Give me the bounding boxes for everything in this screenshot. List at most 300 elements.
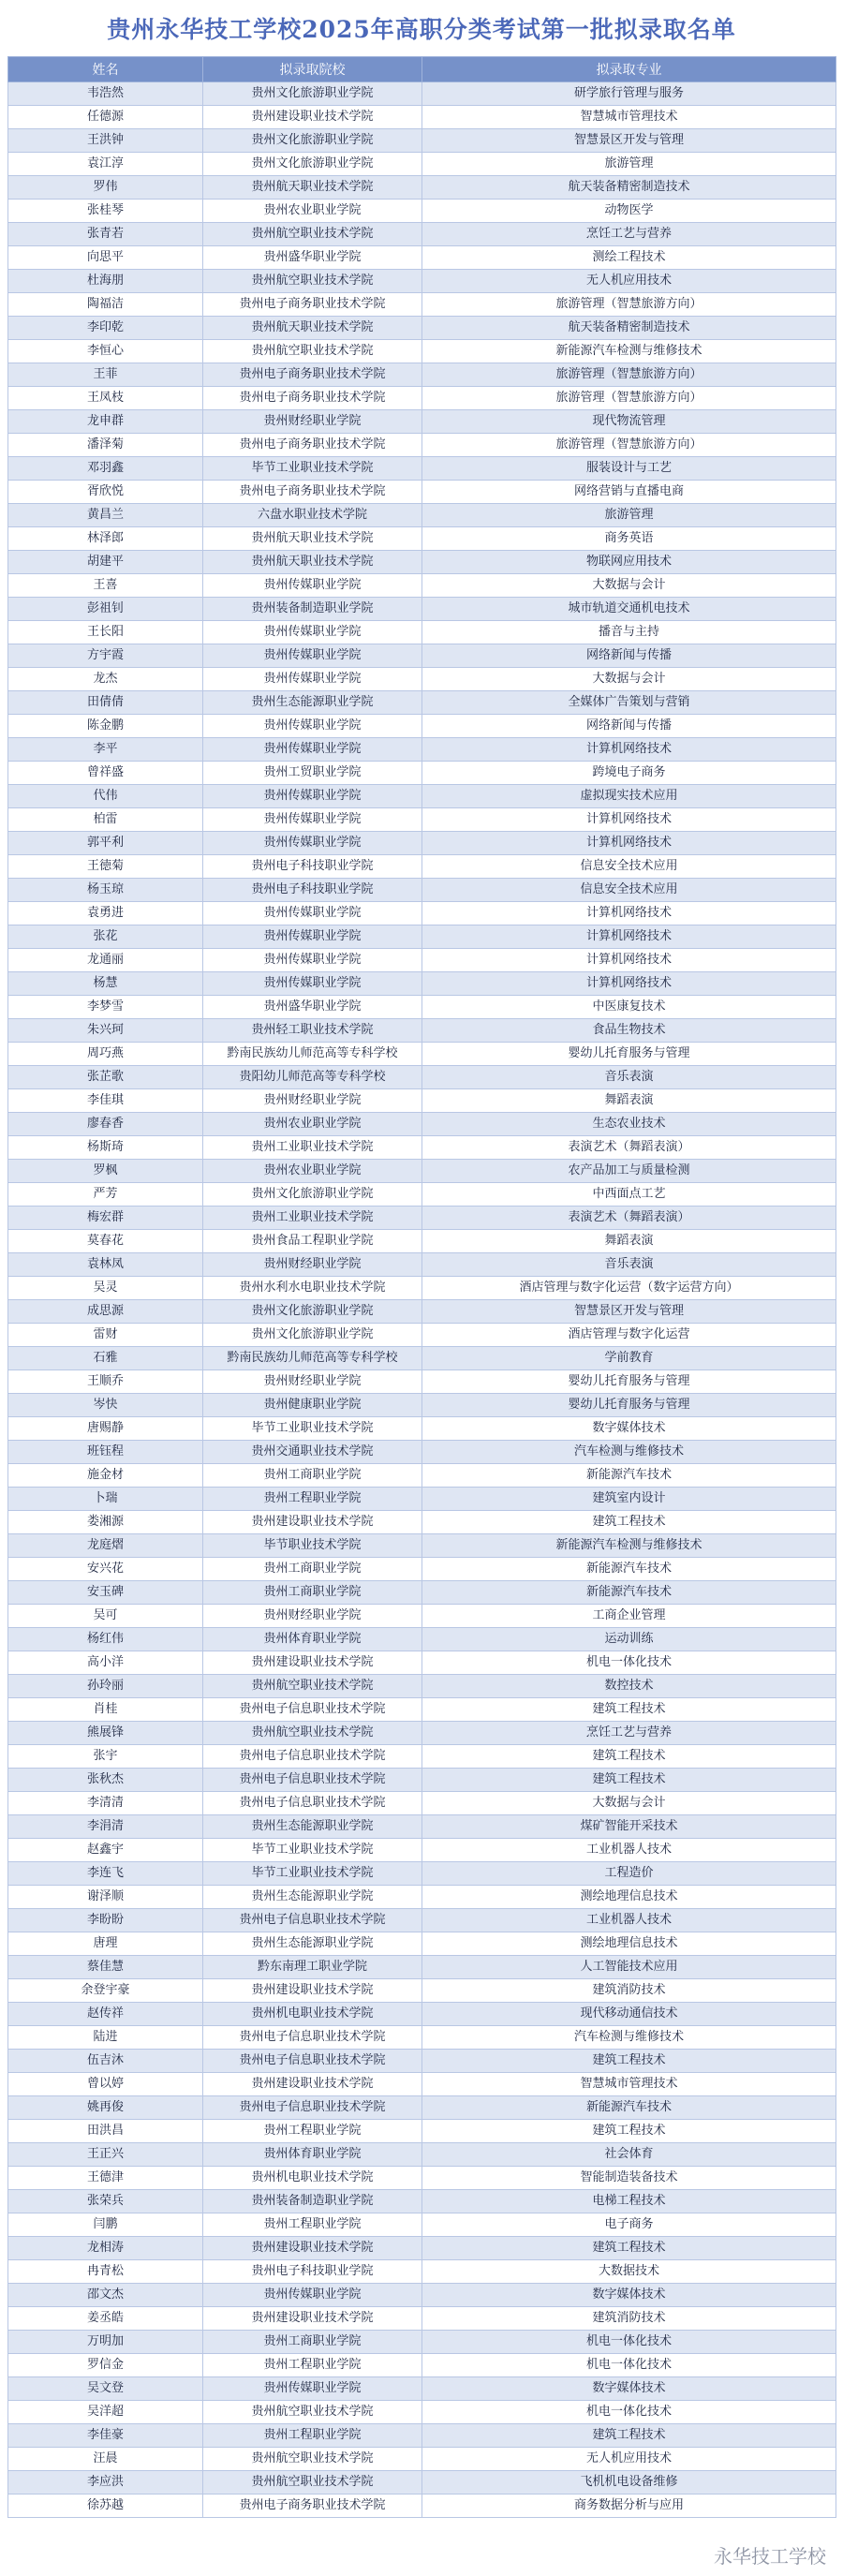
cell-college: 贵州电子商务职业技术学院 (203, 387, 422, 410)
cell-major: 无人机应用技术 (422, 2448, 836, 2471)
table-row (8, 2424, 836, 2448)
cell-college: 贵州文化旅游职业学院 (203, 153, 422, 176)
cell-college: 六盘水职业技术学院 (203, 504, 422, 527)
cell-student-name: 李应洪 (8, 2471, 203, 2495)
cell-college: 贵州电子商务职业技术学院 (203, 363, 422, 387)
cell-major: 汽车检测与维修技术 (422, 2026, 836, 2050)
cell-major: 智能制造装备技术 (422, 2167, 836, 2190)
cell-college: 贵州建设职业技术学院 (203, 1651, 422, 1675)
table-row (8, 785, 836, 808)
cell-college: 贵州电子信息职业技术学院 (203, 1909, 422, 1932)
cell-student-name: 成思源 (8, 1300, 203, 1324)
table-row (8, 621, 836, 644)
cell-major: 计算机网络技术 (422, 949, 836, 972)
cell-student-name: 伍吉沐 (8, 2050, 203, 2073)
cell-student-name: 卜瑞 (8, 1488, 203, 1511)
cell-major: 新能源汽车技术 (422, 1464, 836, 1488)
table-row (8, 2237, 836, 2260)
cell-major: 网络营销与直播电商 (422, 481, 836, 504)
cell-student-name: 高小洋 (8, 1651, 203, 1675)
table-row (8, 551, 836, 574)
cell-student-name: 李梦雪 (8, 996, 203, 1019)
table-row (8, 2307, 836, 2331)
table-row (8, 1417, 836, 1441)
cell-major: 建筑室内设计 (422, 1488, 836, 1511)
cell-major: 城市轨道交通机电技术 (422, 598, 836, 621)
cell-college: 贵州健康职业学院 (203, 1394, 422, 1417)
cell-student-name: 闫鹏 (8, 2213, 203, 2237)
cell-major: 信息安全技术应用 (422, 855, 836, 879)
table-row (8, 574, 836, 598)
table-row (8, 1277, 836, 1300)
cell-student-name: 李印乾 (8, 317, 203, 340)
cell-student-name: 朱兴珂 (8, 1019, 203, 1043)
cell-major: 旅游管理（智慧旅游方向） (422, 434, 836, 457)
table-row (8, 1605, 836, 1628)
cell-student-name: 王徳菊 (8, 855, 203, 879)
table-row (8, 1534, 836, 1558)
cell-student-name: 李连飞 (8, 1862, 203, 1886)
cell-student-name: 潘泽菊 (8, 434, 203, 457)
cell-student-name: 施金材 (8, 1464, 203, 1488)
cell-college: 贵州航空职业技术学院 (203, 2401, 422, 2424)
table-row (8, 2495, 836, 2518)
cell-college: 贵州航空职业技术学院 (203, 340, 422, 363)
table-row (8, 2471, 836, 2495)
cell-college: 黔南民族幼儿师范高等专科学校 (203, 1043, 422, 1066)
cell-major: 农产品加工与质量检测 (422, 1160, 836, 1183)
cell-student-name: 陶福洁 (8, 293, 203, 317)
table-row (8, 481, 836, 504)
cell-major: 建筑消防技术 (422, 1979, 836, 2003)
table-row (8, 2003, 836, 2026)
cell-student-name: 龙申群 (8, 410, 203, 434)
table-row (8, 504, 836, 527)
cell-college: 贵州农业职业学院 (203, 200, 422, 223)
table-row (8, 2050, 836, 2073)
cell-major: 计算机网络技术 (422, 902, 836, 925)
cell-major: 建筑消防技术 (422, 2307, 836, 2331)
table-row (8, 1651, 836, 1675)
admission-table (7, 56, 836, 2518)
cell-major: 音乐表演 (422, 1253, 836, 1277)
table-row (8, 1324, 836, 1347)
table-row (8, 1441, 836, 1464)
table-row (8, 2213, 836, 2237)
cell-major: 测绘地理信息技术 (422, 1886, 836, 1909)
cell-student-name: 万明加 (8, 2331, 203, 2354)
cell-major: 表演艺术（舞蹈表演） (422, 1207, 836, 1230)
table-row (8, 1886, 836, 1909)
table-row (8, 1698, 836, 1722)
table-row (8, 1745, 836, 1769)
header-college: 拟录取院校 (203, 57, 422, 82)
cell-major: 新能源汽车技术 (422, 1581, 836, 1605)
cell-student-name: 张青若 (8, 223, 203, 246)
cell-college: 贵州装备制造职业学院 (203, 2190, 422, 2213)
cell-college: 贵州航空职业技术学院 (203, 2448, 422, 2471)
table-row (8, 832, 836, 855)
cell-college: 贵州传媒职业学院 (203, 902, 422, 925)
cell-student-name: 王正兴 (8, 2143, 203, 2167)
cell-college: 贵州工贸职业学院 (203, 762, 422, 785)
table-row (8, 293, 836, 317)
cell-major: 婴幼儿托育服务与管理 (422, 1043, 836, 1066)
cell-college: 贵州传媒职业学院 (203, 2377, 422, 2401)
cell-college: 贵州工业职业技术学院 (203, 1207, 422, 1230)
table-row (8, 668, 836, 691)
cell-student-name: 莫春花 (8, 1230, 203, 1253)
cell-student-name: 黄昌兰 (8, 504, 203, 527)
cell-major: 动物医学 (422, 200, 836, 223)
cell-college: 贵州传媒职业学院 (203, 972, 422, 996)
cell-student-name: 杨慧 (8, 972, 203, 996)
table-row (8, 2167, 836, 2190)
cell-major: 数控技术 (422, 1675, 836, 1698)
table-row (8, 808, 836, 832)
cell-student-name: 龙庭熠 (8, 1534, 203, 1558)
cell-college: 贵州电子科技职业学院 (203, 879, 422, 902)
table-row (8, 1089, 836, 1113)
cell-major: 商务英语 (422, 527, 836, 551)
cell-student-name: 任德源 (8, 106, 203, 129)
table-row (8, 106, 836, 129)
table-row (8, 715, 836, 738)
cell-college: 贵州建设职业技术学院 (203, 2307, 422, 2331)
table-row (8, 2448, 836, 2471)
cell-major: 运动训练 (422, 1628, 836, 1651)
cell-college: 贵州传媒职业学院 (203, 668, 422, 691)
table-row (8, 2260, 836, 2284)
cell-college: 贵州传媒职业学院 (203, 832, 422, 855)
cell-major: 智慧城市管理技术 (422, 2073, 836, 2096)
table-row (8, 340, 836, 363)
cell-major: 测绘地理信息技术 (422, 1932, 836, 1956)
cell-student-name: 柏雷 (8, 808, 203, 832)
cell-student-name: 安玉碑 (8, 1581, 203, 1605)
cell-college: 贵州传媒职业学院 (203, 808, 422, 832)
cell-major: 播音与主持 (422, 621, 836, 644)
cell-student-name: 陆进 (8, 2026, 203, 2050)
cell-student-name: 邓羽鑫 (8, 457, 203, 481)
cell-college: 贵州工业职业技术学院 (203, 1136, 422, 1160)
cell-major: 智慧城市管理技术 (422, 106, 836, 129)
cell-student-name: 张桂琴 (8, 200, 203, 223)
cell-student-name: 王洪钟 (8, 129, 203, 153)
cell-major: 智慧景区开发与管理 (422, 1300, 836, 1324)
cell-major: 学前教育 (422, 1347, 836, 1370)
cell-student-name: 罗信金 (8, 2354, 203, 2377)
cell-major: 旅游管理（智慧旅游方向） (422, 387, 836, 410)
cell-major: 建筑工程技术 (422, 2050, 836, 2073)
table-row (8, 2143, 836, 2167)
cell-major: 建筑工程技术 (422, 1511, 836, 1534)
cell-major: 旅游管理（智慧旅游方向） (422, 363, 836, 387)
table-row (8, 598, 836, 621)
cell-college: 贵州电子商务职业技术学院 (203, 293, 422, 317)
cell-college: 毕节工业职业技术学院 (203, 1417, 422, 1441)
cell-major: 商务数据分析与应用 (422, 2495, 836, 2518)
cell-student-name: 龙杰 (8, 668, 203, 691)
cell-college: 贵州财经职业学院 (203, 1089, 422, 1113)
cell-college: 贵州传媒职业学院 (203, 738, 422, 762)
table-row (8, 1792, 836, 1815)
cell-major: 中医康复技术 (422, 996, 836, 1019)
cell-college: 贵州机电职业技术学院 (203, 2167, 422, 2190)
table-row (8, 1347, 836, 1370)
header-name: 姓名 (8, 57, 203, 82)
cell-major: 测绘工程技术 (422, 246, 836, 270)
cell-student-name: 郭平利 (8, 832, 203, 855)
cell-college: 贵州航空职业技术学院 (203, 223, 422, 246)
cell-major: 中西面点工艺 (422, 1183, 836, 1207)
table-row (8, 1230, 836, 1253)
cell-college: 贵州财经职业学院 (203, 1605, 422, 1628)
cell-student-name: 张花 (8, 925, 203, 949)
cell-college: 贵州文化旅游职业学院 (203, 82, 422, 106)
table-row (8, 1979, 836, 2003)
cell-student-name: 吴可 (8, 1605, 203, 1628)
cell-major: 大数据与会计 (422, 574, 836, 598)
cell-major: 建筑工程技术 (422, 1698, 836, 1722)
cell-student-name: 张芷歌 (8, 1066, 203, 1089)
table-row (8, 129, 836, 153)
cell-student-name: 吴灵 (8, 1277, 203, 1300)
cell-student-name: 李恒心 (8, 340, 203, 363)
cell-college: 贵州财经职业学院 (203, 1370, 422, 1394)
cell-student-name: 曾祥盛 (8, 762, 203, 785)
table-row (8, 1160, 836, 1183)
cell-major: 计算机网络技术 (422, 925, 836, 949)
table-row (8, 270, 836, 293)
cell-college: 黔东南理工职业学院 (203, 1956, 422, 1979)
table-row (8, 82, 836, 106)
cell-student-name: 张宇 (8, 1745, 203, 1769)
cell-student-name: 王德津 (8, 2167, 203, 2190)
cell-major: 网络新闻与传播 (422, 715, 836, 738)
cell-student-name: 汪晨 (8, 2448, 203, 2471)
cell-major: 电子商务 (422, 2213, 836, 2237)
cell-college: 贵州电子商务职业技术学院 (203, 434, 422, 457)
cell-student-name: 余登宇豪 (8, 1979, 203, 2003)
cell-college: 贵州农业职业学院 (203, 1113, 422, 1136)
table-row (8, 1253, 836, 1277)
cell-major: 酒店管理与数字化运营 (422, 1324, 836, 1347)
table-row (8, 1207, 836, 1230)
cell-major: 大数据与会计 (422, 1792, 836, 1815)
cell-student-name: 李佳琪 (8, 1089, 203, 1113)
cell-major: 旅游管理（智慧旅游方向） (422, 293, 836, 317)
table-row (8, 434, 836, 457)
cell-college: 毕节工业职业技术学院 (203, 1839, 422, 1862)
table-row (8, 762, 836, 785)
cell-major: 机电一体化技术 (422, 1651, 836, 1675)
cell-major: 人工智能技术应用 (422, 1956, 836, 1979)
cell-major: 服装设计与工艺 (422, 457, 836, 481)
table-row (8, 2284, 836, 2307)
cell-student-name: 杜海朋 (8, 270, 203, 293)
cell-college: 贵州生态能源职业学院 (203, 1932, 422, 1956)
cell-major: 计算机网络技术 (422, 808, 836, 832)
cell-student-name: 李盼盼 (8, 1909, 203, 1932)
cell-major: 信息安全技术应用 (422, 879, 836, 902)
cell-student-name: 孙玲丽 (8, 1675, 203, 1698)
table-row (8, 1722, 836, 1745)
table-row (8, 1300, 836, 1324)
cell-major: 工程造价 (422, 1862, 836, 1886)
cell-student-name: 唐理 (8, 1932, 203, 1956)
cell-student-name: 杨玉琼 (8, 879, 203, 902)
cell-major: 虚拟现实技术应用 (422, 785, 836, 808)
watermark-text: 永华技工学校 (710, 2541, 830, 2569)
cell-major: 婴幼儿托育服务与管理 (422, 1370, 836, 1394)
cell-major: 生态农业技术 (422, 1113, 836, 1136)
cell-major: 航天装备精密制造技术 (422, 317, 836, 340)
cell-college: 贵州航天职业技术学院 (203, 551, 422, 574)
cell-major: 表演艺术（舞蹈表演） (422, 1136, 836, 1160)
table-row (8, 527, 836, 551)
cell-college: 贵州传媒职业学院 (203, 925, 422, 949)
table-row (8, 996, 836, 1019)
cell-major: 社会体育 (422, 2143, 836, 2167)
cell-college: 贵州建设职业技术学院 (203, 2073, 422, 2096)
table-row (8, 855, 836, 879)
cell-student-name: 谢泽顺 (8, 1886, 203, 1909)
cell-major: 工商企业管理 (422, 1605, 836, 1628)
cell-student-name: 徐苏越 (8, 2495, 203, 2518)
cell-student-name: 彭祖钊 (8, 598, 203, 621)
table-row (8, 1909, 836, 1932)
cell-major: 电梯工程技术 (422, 2190, 836, 2213)
cell-student-name: 龙通丽 (8, 949, 203, 972)
cell-student-name: 田洪昌 (8, 2120, 203, 2143)
cell-major: 研学旅行管理与服务 (422, 82, 836, 106)
cell-major: 新能源汽车检测与维修技术 (422, 340, 836, 363)
table-row (8, 2401, 836, 2424)
cell-major: 新能源汽车技术 (422, 2096, 836, 2120)
cell-student-name: 杨红伟 (8, 1628, 203, 1651)
cell-student-name: 岑快 (8, 1394, 203, 1417)
table-row (8, 457, 836, 481)
cell-major: 煤矿智能开采技术 (422, 1815, 836, 1839)
cell-student-name: 赵传祥 (8, 2003, 203, 2026)
cell-student-name: 石雅 (8, 1347, 203, 1370)
cell-college: 贵州航空职业技术学院 (203, 2471, 422, 2495)
cell-major: 网络新闻与传播 (422, 644, 836, 668)
table-row (8, 363, 836, 387)
cell-college: 贵州工商职业学院 (203, 2331, 422, 2354)
cell-college: 贵州电子信息职业技术学院 (203, 2050, 422, 2073)
cell-student-name: 曾以婷 (8, 2073, 203, 2096)
cell-college: 贵州电子科技职业学院 (203, 855, 422, 879)
cell-student-name: 代伟 (8, 785, 203, 808)
cell-student-name: 方宇霞 (8, 644, 203, 668)
cell-student-name: 田倩倩 (8, 691, 203, 715)
table-row (8, 1019, 836, 1043)
cell-major: 现代移动通信技术 (422, 2003, 836, 2026)
table-row (8, 153, 836, 176)
cell-college: 贵州财经职业学院 (203, 410, 422, 434)
cell-college: 贵州机电职业技术学院 (203, 2003, 422, 2026)
cell-student-name: 娄湘源 (8, 1511, 203, 1534)
cell-major: 工业机器人技术 (422, 1839, 836, 1862)
cell-student-name: 李佳豪 (8, 2424, 203, 2448)
cell-college: 贵州传媒职业学院 (203, 621, 422, 644)
cell-student-name: 袁江淳 (8, 153, 203, 176)
table-row (8, 200, 836, 223)
cell-student-name: 向思平 (8, 246, 203, 270)
cell-college: 贵州生态能源职业学院 (203, 1815, 422, 1839)
cell-major: 舞蹈表演 (422, 1089, 836, 1113)
cell-college: 贵州建设职业技术学院 (203, 1979, 422, 2003)
cell-major: 烹饪工艺与营养 (422, 1722, 836, 1745)
cell-student-name: 王菲 (8, 363, 203, 387)
cell-major: 数字媒体技术 (422, 1417, 836, 1441)
cell-major: 大数据与会计 (422, 668, 836, 691)
table-row (8, 387, 836, 410)
cell-major: 建筑工程技术 (422, 2424, 836, 2448)
table-row (8, 1956, 836, 1979)
cell-major: 计算机网络技术 (422, 738, 836, 762)
cell-college: 贵州文化旅游职业学院 (203, 1324, 422, 1347)
cell-student-name: 熊展锋 (8, 1722, 203, 1745)
cell-major: 酒店管理与数字化运营（数字运营方向） (422, 1277, 836, 1300)
cell-college: 贵州交通职业技术学院 (203, 1441, 422, 1464)
cell-student-name: 王凤枝 (8, 387, 203, 410)
cell-college: 贵州农业职业学院 (203, 1160, 422, 1183)
table-row (8, 1113, 836, 1136)
cell-college: 贵州体育职业学院 (203, 1628, 422, 1651)
cell-college: 贵州电子科技职业学院 (203, 2260, 422, 2284)
cell-student-name: 姜丞皓 (8, 2307, 203, 2331)
table-header-row (8, 57, 836, 82)
cell-college: 贵州电子商务职业技术学院 (203, 2495, 422, 2518)
cell-major: 现代物流管理 (422, 410, 836, 434)
cell-college: 毕节工业职业技术学院 (203, 457, 422, 481)
cell-college: 贵州航天职业技术学院 (203, 317, 422, 340)
table-row (8, 1488, 836, 1511)
cell-student-name: 冉青松 (8, 2260, 203, 2284)
cell-college: 贵州文化旅游职业学院 (203, 1183, 422, 1207)
cell-major: 建筑工程技术 (422, 2120, 836, 2143)
cell-student-name: 姚再俊 (8, 2096, 203, 2120)
table-row (8, 1769, 836, 1792)
table-row (8, 410, 836, 434)
cell-college: 贵州水利水电职业技术学院 (203, 1277, 422, 1300)
cell-student-name: 韦浩然 (8, 82, 203, 106)
cell-student-name: 唐赐静 (8, 1417, 203, 1441)
cell-student-name: 张秋杰 (8, 1769, 203, 1792)
page-title: 贵州永华技工学校2025年高职分类考试第一批拟录取名单 (107, 16, 736, 43)
cell-student-name: 陈金鹏 (8, 715, 203, 738)
cell-college: 贵州文化旅游职业学院 (203, 129, 422, 153)
cell-major: 建筑工程技术 (422, 2237, 836, 2260)
cell-college: 贵州建设职业技术学院 (203, 1511, 422, 1534)
cell-college: 贵州电子商务职业技术学院 (203, 481, 422, 504)
cell-major: 计算机网络技术 (422, 832, 836, 855)
cell-college: 贵州传媒职业学院 (203, 949, 422, 972)
cell-student-name: 严芳 (8, 1183, 203, 1207)
cell-college: 贵州航空职业技术学院 (203, 1722, 422, 1745)
header-major: 拟录取专业 (422, 57, 836, 82)
cell-student-name: 周巧燕 (8, 1043, 203, 1066)
table-row (8, 949, 836, 972)
table-row (8, 644, 836, 668)
cell-college: 贵阳幼儿师范高等专科学校 (203, 1066, 422, 1089)
cell-major: 全媒体广告策划与营销 (422, 691, 836, 715)
table-row (8, 902, 836, 925)
cell-major: 新能源汽车检测与维修技术 (422, 1534, 836, 1558)
